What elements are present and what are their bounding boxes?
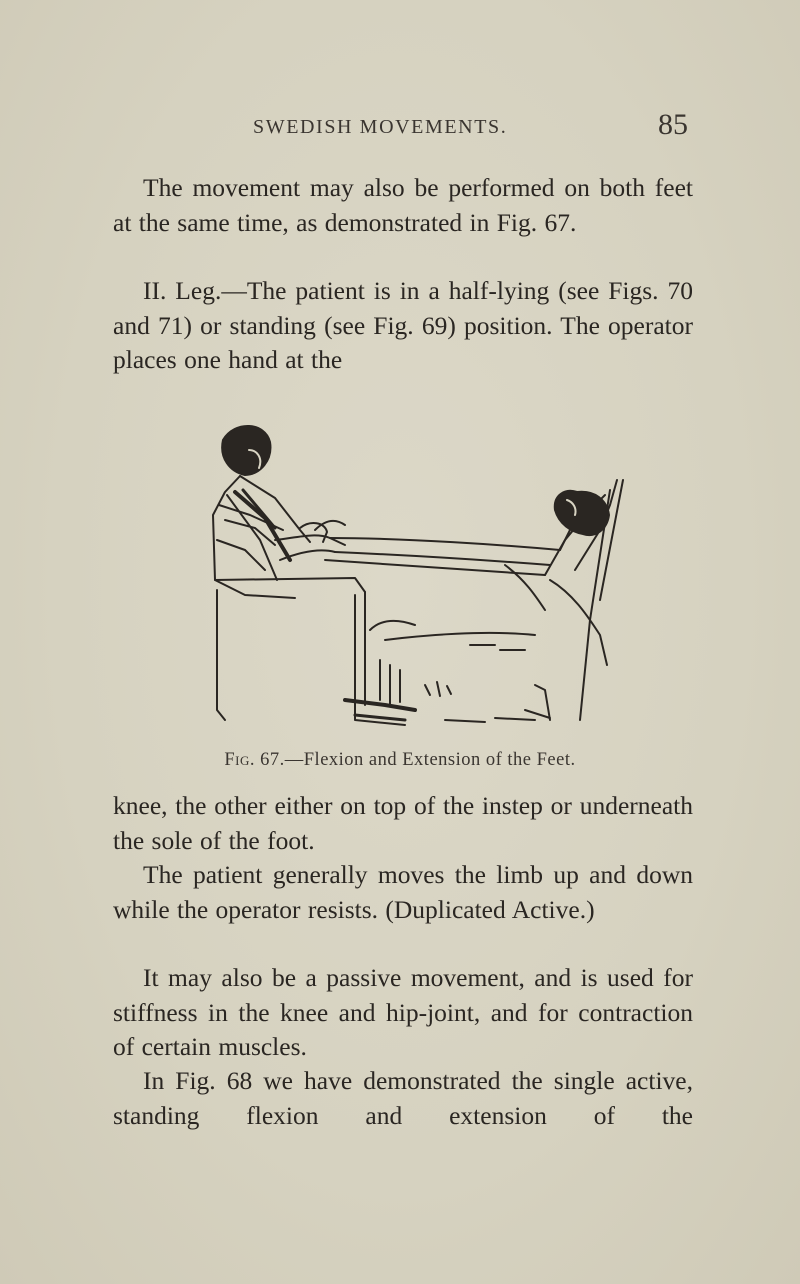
- running-title: SWEDISH MOVEMENTS.: [253, 116, 508, 138]
- page-header: [0, 108, 800, 148]
- page-number: 85: [658, 108, 688, 141]
- paragraph-6: In Fig. 68 we have demonstrated the single active, standing flexion and extension of the: [113, 1066, 693, 1130]
- paragraph-3: knee, the other either on top of the instep or underneath the sole of the foot.: [113, 791, 693, 855]
- paragraph-1: The movement may also be performed on both feet at the same time, as demonstrated in Fig. 67.: [113, 173, 693, 237]
- figure-illustration: [205, 420, 635, 740]
- paragraph-5: It may also be a passive movement, and is used for stiffness in the knee and hip-joint, and for contraction of certain muscles.: [113, 963, 693, 1061]
- figure-caption: [0, 750, 800, 771]
- flexion-extension-drawing: [205, 420, 635, 740]
- paragraph-4: The patient generally moves the limb up and down while the operator resists. (Duplicated Active.): [113, 860, 693, 924]
- figure-caption-text: 67.—Flexion and Extension of the Feet.: [260, 750, 576, 770]
- figure-caption-label: Fig.: [224, 750, 256, 770]
- paragraph-2: II. Leg.—The patient is in a half-lying (see Figs. 70 and 71) or standing (see Fig. 69) position. The operator places one hand at the: [113, 276, 693, 374]
